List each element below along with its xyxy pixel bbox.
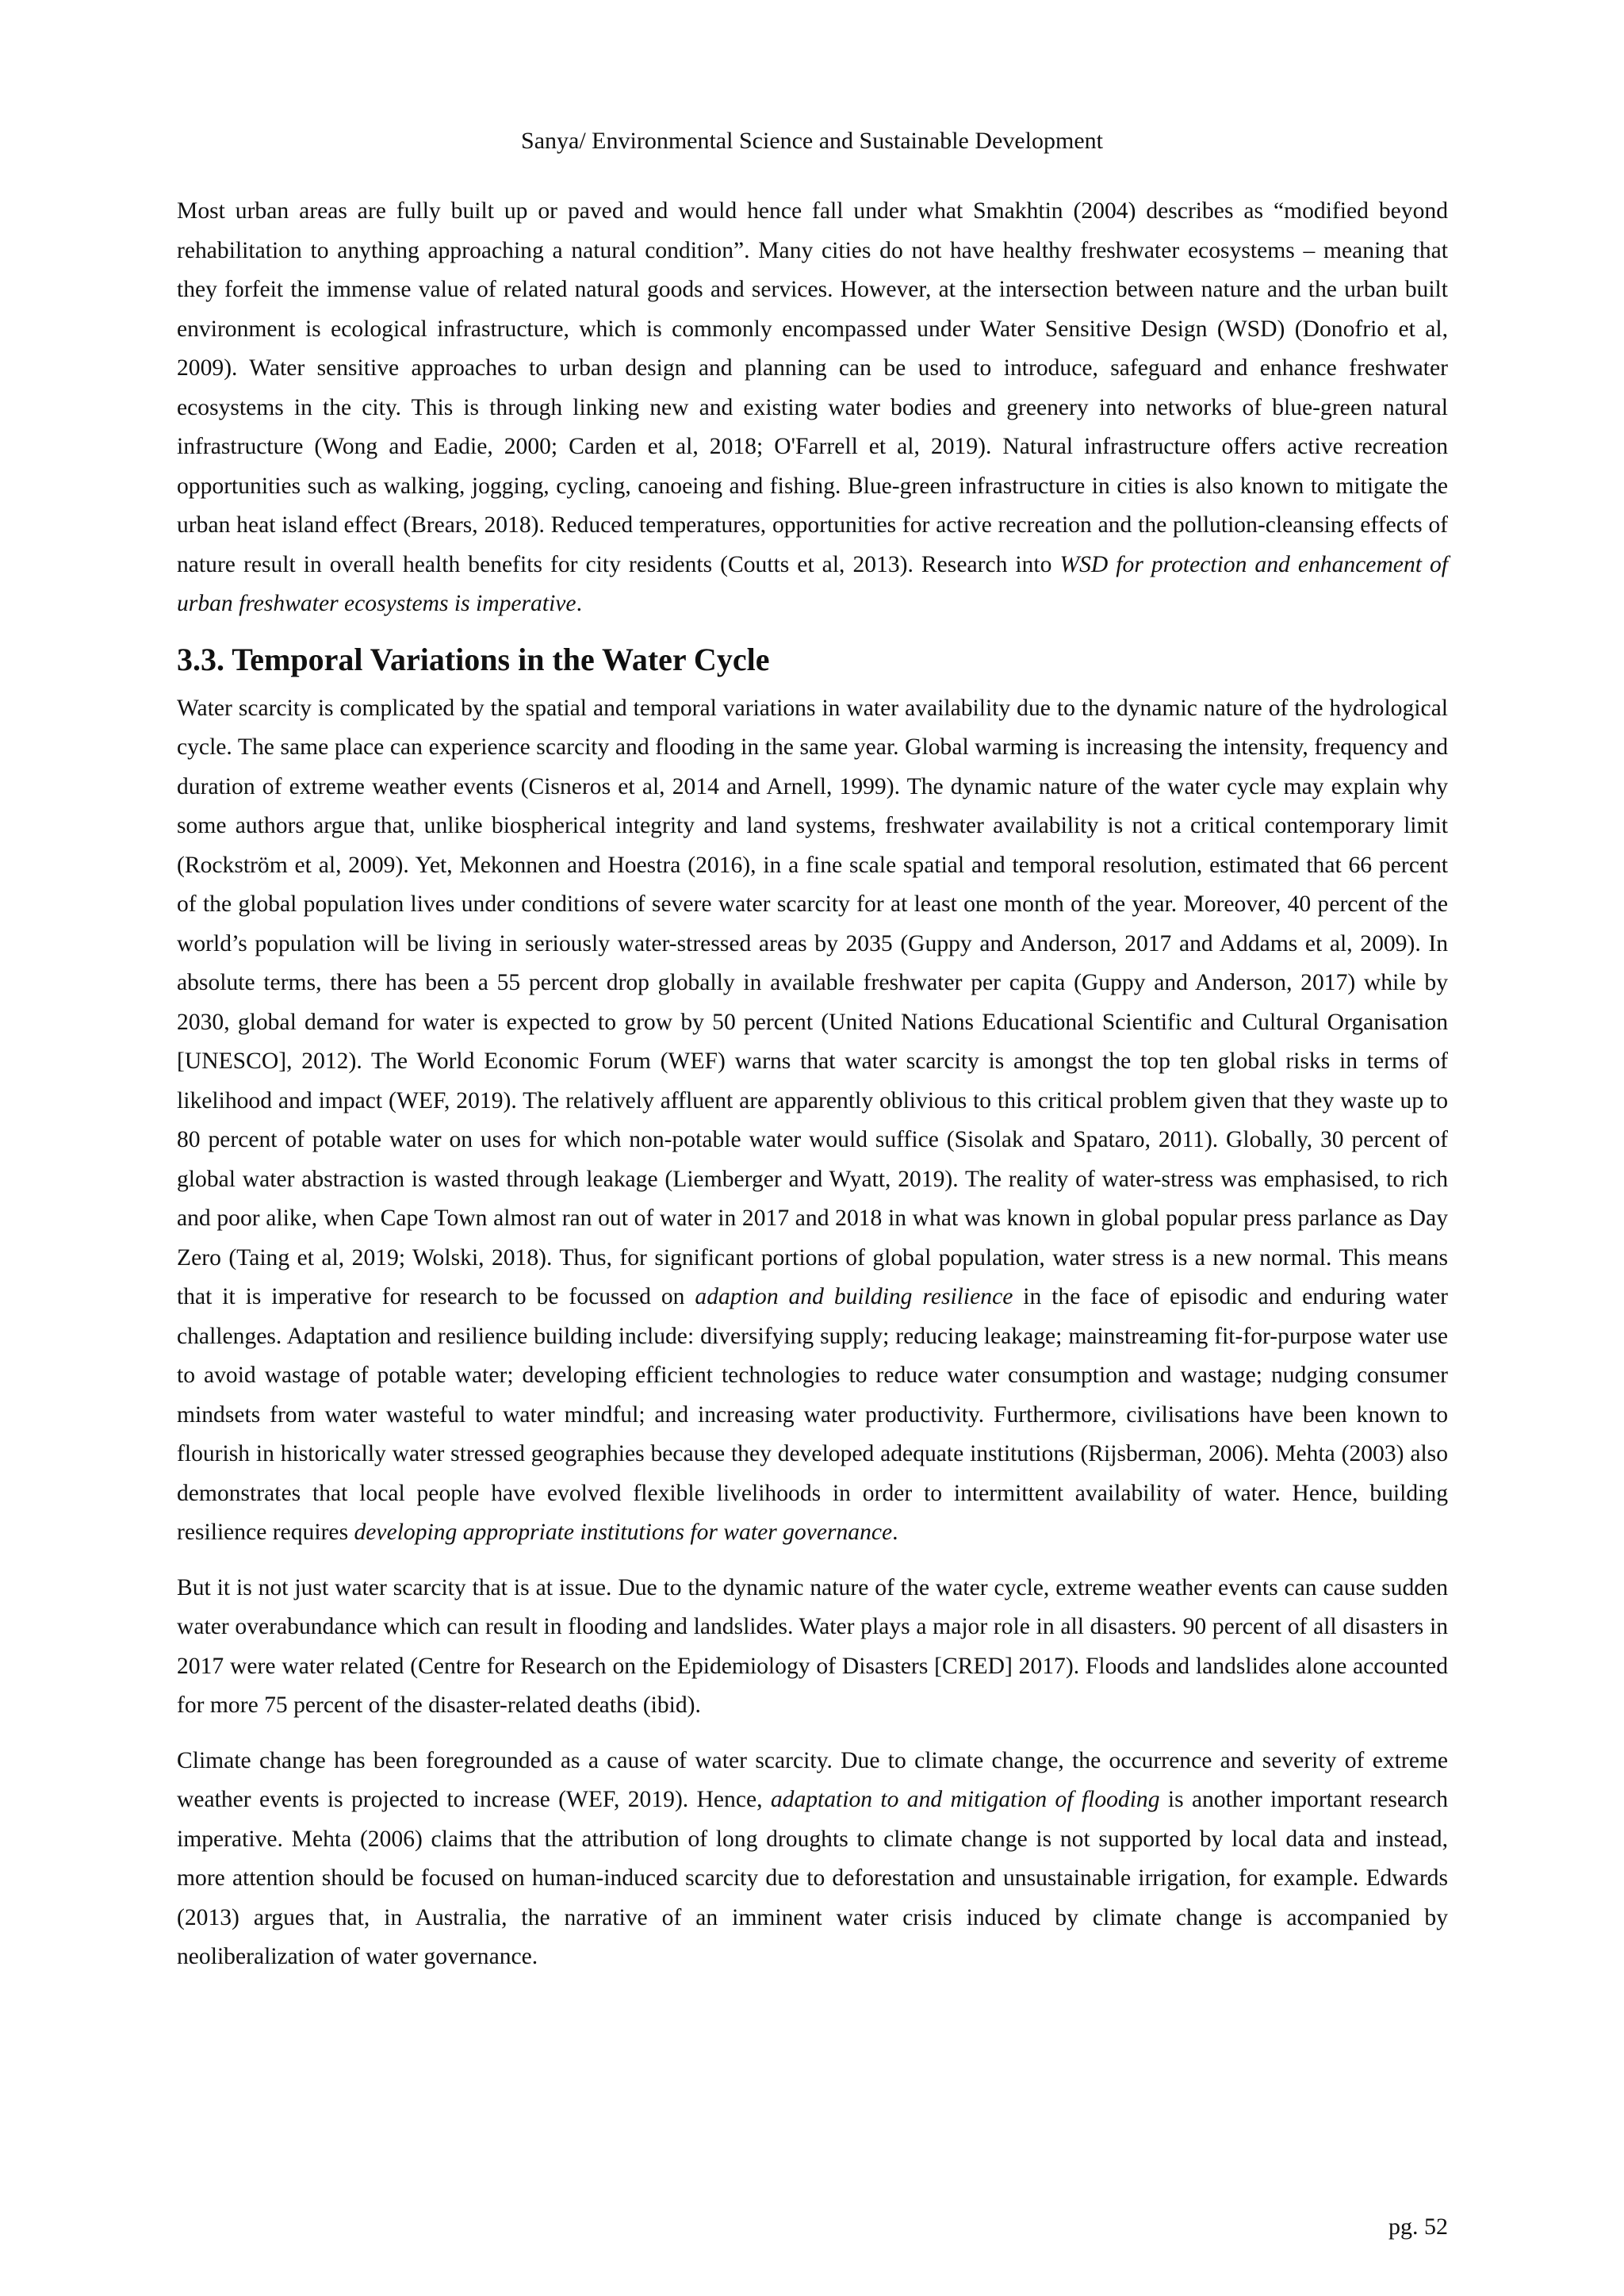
section-heading: 3.3. Temporal Variations in the Water Cycle [177,641,770,677]
paragraph-end: . [576,591,582,616]
page-number: pg. 52 [1388,2214,1448,2240]
paragraph-end: . [892,1520,898,1545]
body-content [177,192,1448,1993]
emphasis-text: developing appropriate institutions for water governance [354,1520,893,1545]
paragraph-text: is another important research imperative. Mehta (2006) claims that the attribution of long droughts to climate change is not supported by local data and instead, more attention should be focused on human-induced scarcity due to deforestation and unsustainable irrigation, for example. Edwards (2013) argues that, in Australia, the narrative of an imminent water crisis induced by climate change is accompanied by neoliberalization of water governance. [177,1787,1448,1969]
emphasis-text: adaption and building resilience [695,1284,1013,1309]
emphasis-text: adaptation to and mitigation of flooding [770,1787,1160,1812]
paragraph-disasters [177,1569,1448,1726]
paragraph-water-scarcity [177,689,1448,1553]
running-header: Sanya/ Environmental Science and Sustainable Development [521,128,1103,154]
paragraph-text: in the face of episodic and enduring water challenges. Adaptation and resilience building include: diversifying supply; reducing leakage; mainstreaming fit-for-purpose water use to avoid wastage of potable water; developing efficient technologies to reduce water consumption and wastage; nudging consumer mindsets from water wasteful to water mindful; and increasing water productivity. Furthermore, civilisations have been known to flourish in historically water stressed geographies because they developed adequate institutions (Rijsberman, 2006). Mehta (2003) also demonstrates that local people have evolved flexible livelihoods in order to intermittent availability of water. Hence, building resilience requires [177,1284,1448,1545]
paragraph-urban-ecosystems [177,192,1448,624]
paragraph-climate-change [177,1742,1448,1977]
emphasis-text: WSD for protection and enhancement of urban freshwater ecosystems is imperative [177,551,1449,616]
paragraph-text: Water scarcity is complicated by the spatial and temporal variations in water availability due to the dynamic nature of the hydrological cycle. The same place can experience scarcity and flooding in the same year. Global warming is increasing the intensity, frequency and duration of extreme weather events (Cisneros et al, 2014 and Arnell, 1999). The dynamic nature of the water cycle may explain why some authors argue that, unlike biospherical integrity and land systems, freshwater availability is not a critical contemporary limit (Rockström et al, 2009). Yet, Mekonnen and Hoestra (2016), in a fine scale spatial and temporal resolution, estimated that 66 percent of the global population lives under conditions of severe water scarcity for at least one month of the year. Moreover, 40 percent of the world’s population will be living in seriously water-stressed areas by 2035 (Guppy and Anderson, 2017 and Addams et al, 2009). In absolute terms, there has been a 55 percent drop globally in available freshwater per capita (Guppy and Anderson, 2017) while by 2030, global demand for water is expected to grow by 50 percent (United Nations Educational Scientific and Cultural Organisation [UNESCO], 2012). The World Economic Forum (WEF) warns that water scarcity is amongst the top ten global risks in terms of likelihood and impact (WEF, 2019). The relatively affluent are apparently oblivious to this critical problem given that they waste up to 80 percent of potable water on uses for which non-potable water would suffice (Sisolak and Spataro, 2011). Globally, 30 percent of global water abstraction is wasted through leakage (Liemberger and Wyatt, 2019). The reality of water-stress was emphasised, to rich and poor alike, when Cape Town almost ran out of water in 2017 and 2018 in what was known in global popular press parlance as Day Zero (Taing et al, 2019; Wolski, 2018). Thus, for significant portions of global population, water stress is a new normal. This means that it is imperative for research to be focussed on [177,695,1448,1309]
paragraph-text: But it is not just water scarcity that is at issue. Due to the dynamic nature of the water cycle, extreme weather events can cause sudden water overabundance which can result in flooding and landslides. Water plays a major role in all disasters. 90 percent of all disasters in 2017 were water related (Centre for Research on the Epidemiology of Disasters [CRED] 2017). Floods and landslides alone accounted for more 75 percent of the disaster-related deaths (ibid). [177,1574,1448,1718]
paragraph-text: Climate change has been foregrounded as a cause of water scarcity. Due to climate change, the occurrence and severity of extreme weather events is projected to increase (WEF, 2019). Hence, [177,1747,1448,1812]
paragraph-text: Most urban areas are fully built up or paved and would hence fall under what Smakhtin (2004) describes as “modified beyond rehabilitation to anything approaching a natural condition”. Many cities do not have healthy freshwater ecosystems – meaning that they forfeit the immense value of related natural goods and services. However, at the intersection between nature and the urban built environment is ecological infrastructure, which is commonly encompassed under Water Sensitive Design (WSD) (Donofrio et al, 2009). Water sensitive approaches to urban design and planning can be used to introduce, safeguard and enhance freshwater ecosystems in the city. This is through linking new and existing water bodies and greenery into networks of blue-green natural infrastructure (Wong and Eadie, 2000; Carden et al, 2018; O'Farrell et al, 2019). Natural infrastructure offers active recreation opportunities such as walking, jogging, cycling, canoeing and fishing. Blue-green infrastructure in cities is also known to mitigate the urban heat island effect (Brears, 2018). Reduced temperatures, opportunities for active recreation and the pollution-cleansing effects of nature result in overall health benefits for city residents (Coutts et al, 2013). Research into [177,198,1448,577]
